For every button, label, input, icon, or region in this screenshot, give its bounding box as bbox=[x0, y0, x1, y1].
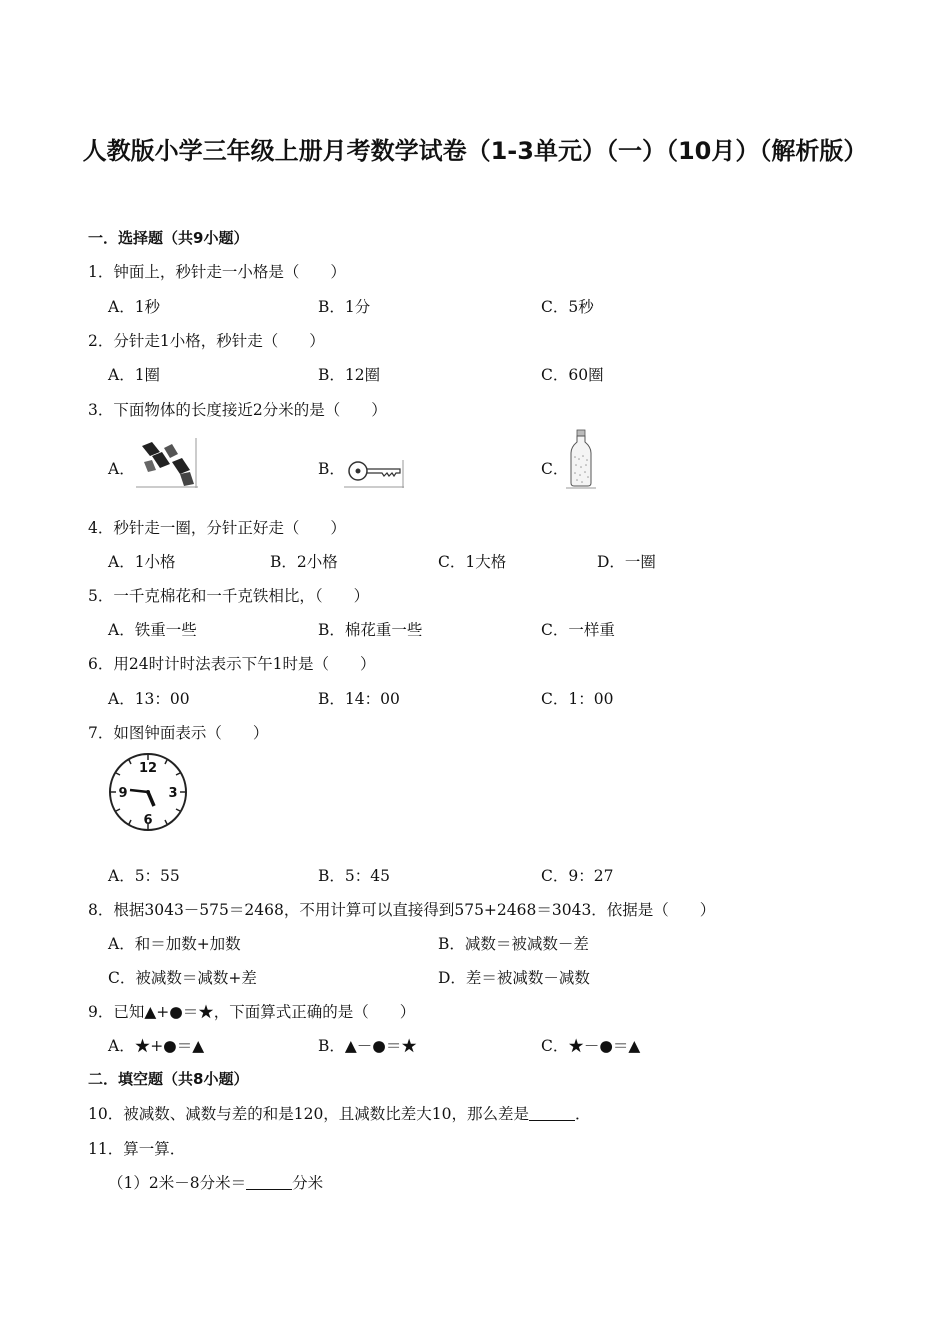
question-5-option-a: A．铁重一些 bbox=[108, 621, 197, 639]
clock-label-9: 9 bbox=[118, 786, 128, 801]
question-11-sub-1-unit: 分米 bbox=[292, 1174, 324, 1192]
question-3-option-b: B． bbox=[318, 460, 345, 478]
question-1-option-a: A．1秒 bbox=[108, 298, 161, 316]
question-8-option-a: A．和＝加数+加数 bbox=[108, 935, 241, 953]
question-6-option-b: B．14：00 bbox=[318, 690, 400, 708]
section-heading-choice: 一．选择题（共9小题） bbox=[88, 229, 249, 247]
answer-blank[interactable] bbox=[529, 1106, 575, 1121]
question-5-option-b: B．棉花重一些 bbox=[318, 621, 423, 639]
question-10-text: 10．被减数、减数与差的和是120，且减数比差大10，那么差是 bbox=[88, 1105, 530, 1123]
question-11-stem: 11．算一算． bbox=[88, 1140, 186, 1158]
question-9-option-c: C．★－●＝▲ bbox=[541, 1037, 641, 1055]
question-7-stem: 7．如图钟面表示（ ） bbox=[88, 724, 269, 742]
question-8-option-c: C．被减数＝减数+差 bbox=[108, 969, 257, 987]
section-heading-fill-in: 二．填空题（共8小题） bbox=[88, 1070, 249, 1088]
question-1-option-b: B．1分 bbox=[318, 298, 371, 316]
question-6-option-c: C．1：00 bbox=[541, 690, 614, 708]
question-9-stem: 9．已知▲+●＝★，下面算式正确的是（ ） bbox=[88, 1003, 416, 1021]
question-3-option-a: A． bbox=[108, 460, 135, 478]
bottle-image bbox=[566, 429, 596, 489]
question-9-option-b: B．▲－●＝★ bbox=[318, 1037, 417, 1055]
question-6-option-a: A．13：00 bbox=[108, 690, 190, 708]
question-1-option-c: C．5秒 bbox=[541, 298, 594, 316]
clock-label-6: 6 bbox=[143, 813, 153, 828]
answer-blank[interactable] bbox=[246, 1175, 292, 1190]
question-2-option-b: B．12圈 bbox=[318, 366, 381, 384]
question-4-option-c: C．1大格 bbox=[438, 553, 507, 571]
clock-label-12: 12 bbox=[138, 761, 158, 776]
question-3-option-c: C． bbox=[541, 460, 569, 478]
question-1-stem: 1．钟面上，秒针走一小格是（ ） bbox=[88, 263, 346, 281]
question-7-option-b: B．5：45 bbox=[318, 867, 390, 885]
question-8-option-d: D．差＝被减数－减数 bbox=[438, 969, 590, 987]
question-2-option-a: A．1圈 bbox=[108, 366, 161, 384]
question-2-option-c: C．60圈 bbox=[541, 366, 604, 384]
question-4-stem: 4．秒针走一圈，分针正好走（ ） bbox=[88, 519, 346, 537]
question-8-option-b: B．减数＝被减数－差 bbox=[438, 935, 589, 953]
question-4-option-b: B．2小格 bbox=[270, 553, 338, 571]
clock-label-3: 3 bbox=[168, 786, 178, 801]
question-3-stem: 3．下面物体的长度接近2分米的是（ ） bbox=[88, 401, 387, 419]
question-10-stem bbox=[88, 1102, 591, 1124]
question-7-option-a: A．5：55 bbox=[108, 867, 180, 885]
question-4-option-a: A．1小格 bbox=[108, 553, 176, 571]
question-11-sub-1 bbox=[108, 1171, 323, 1193]
ribbon-image bbox=[136, 438, 198, 488]
page-title: 人教版小学三年级上册月考数学试卷（1-3单元）（一）（10月）（解析版） bbox=[82, 137, 868, 165]
question-4-option-d: D．一圈 bbox=[597, 553, 656, 571]
key-image bbox=[344, 456, 404, 488]
question-9-option-a: A．★+●＝▲ bbox=[108, 1037, 205, 1055]
clock-face-image bbox=[106, 752, 190, 832]
question-10-end: ． bbox=[575, 1105, 591, 1123]
question-2-stem: 2．分针走1小格，秒针走（ ） bbox=[88, 332, 325, 350]
question-5-stem: 5．一千克棉花和一千克铁相比，（ ） bbox=[88, 587, 370, 605]
question-11-sub-1-text: （1）2米－8分米＝ bbox=[108, 1174, 247, 1192]
question-6-stem: 6．用24时计时法表示下午1时是（ ） bbox=[88, 655, 376, 673]
question-5-option-c: C．一样重 bbox=[541, 621, 615, 639]
question-7-option-c: C．9：27 bbox=[541, 867, 614, 885]
question-8-stem: 8．根据3043－575＝2468，不用计算可以直接得到575+2468＝3043．依据是（ ） bbox=[88, 901, 716, 919]
